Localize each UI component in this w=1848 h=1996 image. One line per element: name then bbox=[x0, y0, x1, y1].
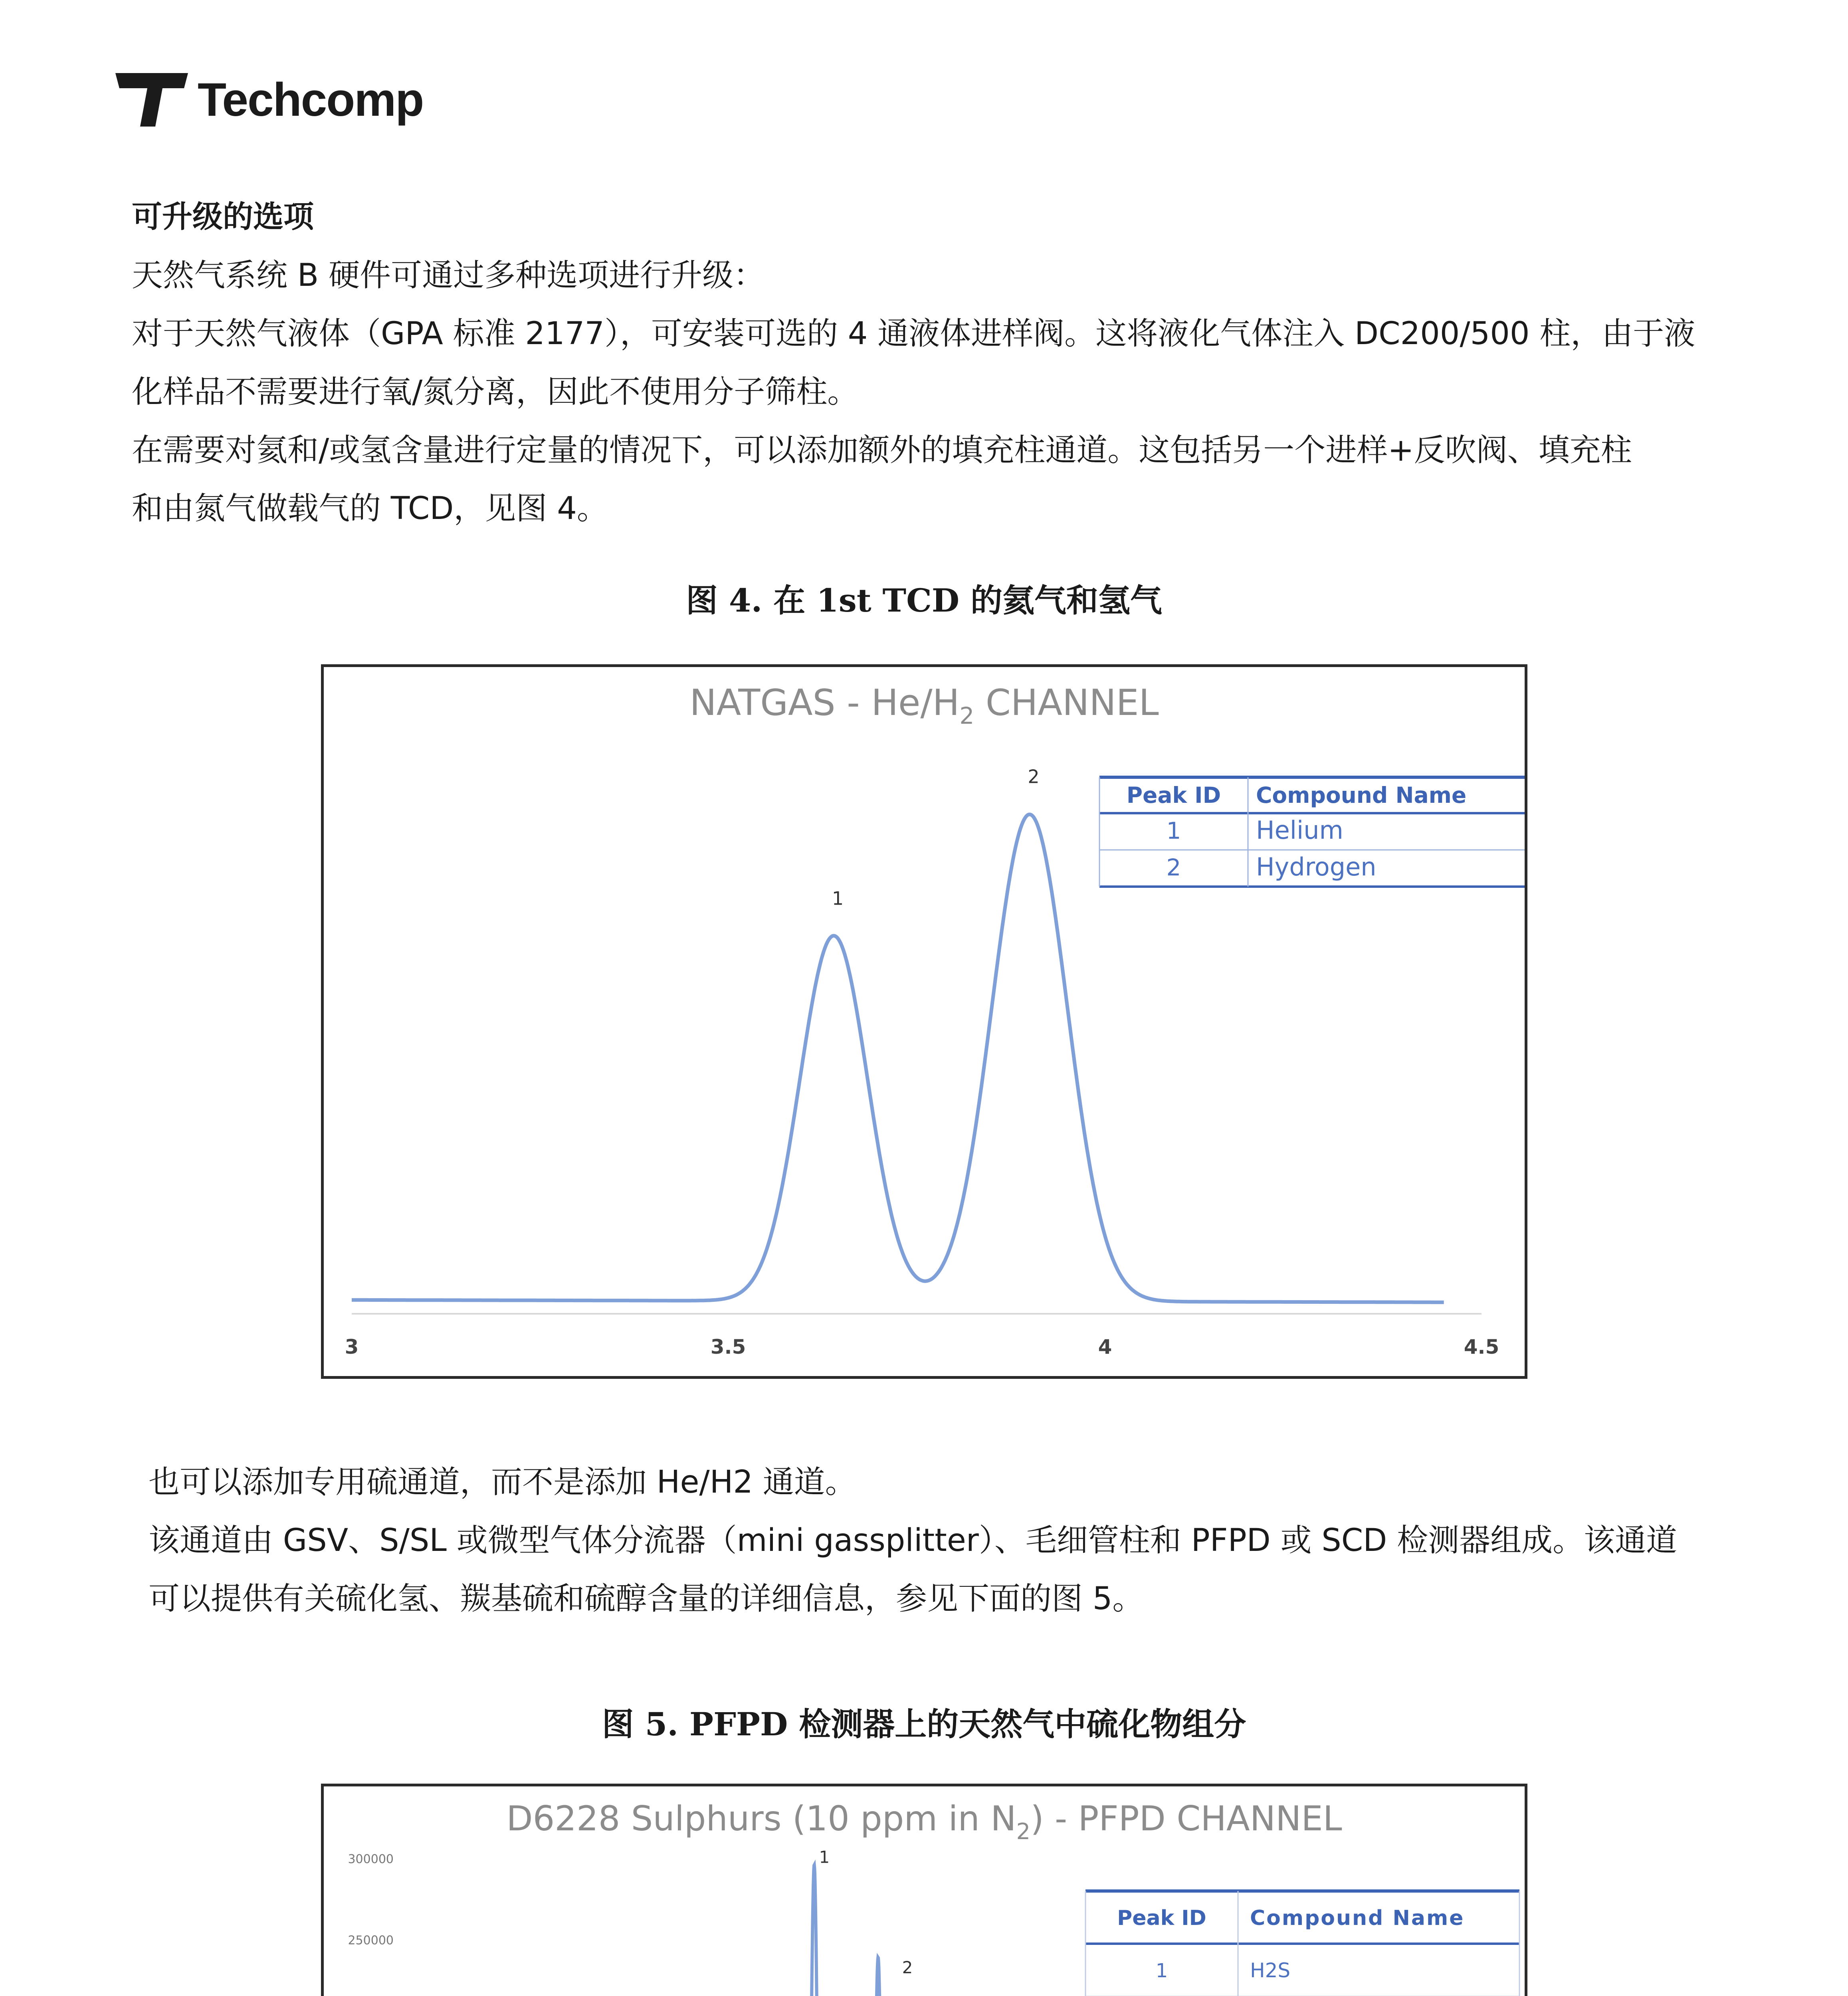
table-cell: Helium bbox=[1256, 816, 1343, 845]
figure-5-chart bbox=[321, 1784, 1527, 1996]
figure-4-chart bbox=[321, 664, 1527, 1379]
brand-name: Techcomp bbox=[198, 73, 424, 126]
table-header-peak-id: Peak ID bbox=[1117, 1906, 1206, 1930]
chart-title bbox=[506, 1799, 1342, 1845]
y-tick-label: 300000 bbox=[348, 1852, 394, 1866]
paragraph-2-line-1: 对于天然气液体（GPA 标准 2177），可安装可选的 4 通液体进样阀。这将液化气体注入 DC200/500 柱，由于液 bbox=[132, 316, 1695, 352]
paragraph-1: 天然气系统 B 硬件可通过多种选项进行升级： bbox=[132, 257, 765, 293]
peak-label-1: 1 bbox=[832, 887, 844, 909]
table-header-compound: Compound Name bbox=[1256, 782, 1467, 808]
peak-label-2: 2 bbox=[1028, 766, 1040, 788]
chart-title-sub: 2 bbox=[1016, 1819, 1031, 1845]
peak-table bbox=[1099, 777, 1525, 887]
y-tick-label: 250000 bbox=[348, 1933, 394, 1948]
x-tick-labels bbox=[345, 1335, 1499, 1358]
chart-title-end: ) - PFPD CHANNEL bbox=[1030, 1799, 1342, 1839]
brand-logo bbox=[114, 66, 423, 134]
table-header-compound: Compound Name bbox=[1250, 1906, 1465, 1930]
paragraph-5-line-2: 可以提供有关硫化氢、羰基硫和硫醇含量的详细信息，参见下面的图 5。 bbox=[149, 1581, 1144, 1617]
x-tick-label: 4.5 bbox=[1464, 1335, 1499, 1358]
table-cell: 1 bbox=[1155, 1960, 1168, 1982]
peak-table bbox=[1085, 1891, 1519, 1996]
paragraph-4: 也可以添加专用硫通道，而不是添加 He/H2 通道。 bbox=[149, 1464, 856, 1500]
table-header-peak-id: Peak ID bbox=[1126, 782, 1221, 808]
figure-5-plot bbox=[324, 1786, 1525, 1996]
peak-label-2: 2 bbox=[902, 1958, 913, 1978]
paragraph-5-line-1: 该通道由 GSV、S/SL 或微型气体分流器（mini gassplitter）、毛细管柱和 PFPD 或 SCD 检测器组成。该通道 bbox=[149, 1523, 1678, 1558]
table-cell: H2S bbox=[1250, 1959, 1291, 1982]
chart-title-main: NATGAS - He/H bbox=[689, 682, 960, 724]
chart-title-sub: 2 bbox=[959, 702, 975, 729]
paragraph-3-line-2: 和由氮气做载气的 TCD，见图 4。 bbox=[132, 491, 608, 527]
y-tick-labels bbox=[348, 1852, 394, 1996]
section-title: 可升级的选项 bbox=[132, 199, 314, 234]
paragraph-3-line-1: 在需要对氦和/或氢含量进行定量的情况下，可以添加额外的填充柱通道。这包括另一个进样+反吹阀、填充柱 bbox=[132, 432, 1632, 468]
figure-4-plot bbox=[324, 667, 1525, 1376]
x-tick-label: 3.5 bbox=[710, 1335, 746, 1358]
paragraph-2-line-2: 化样品不需要进行氧/氮分离，因此不使用分子筛柱。 bbox=[132, 374, 859, 410]
table-cell: 1 bbox=[1166, 817, 1181, 844]
table-cell: 2 bbox=[1166, 854, 1181, 881]
x-tick-label: 4 bbox=[1098, 1335, 1112, 1358]
peak-label-1: 1 bbox=[819, 1847, 830, 1867]
chart-title-main: D6228 Sulphurs (10 ppm in N bbox=[506, 1799, 1016, 1839]
chart-title bbox=[689, 682, 1159, 729]
figure-4-caption: 图 4. 在 1st TCD 的氦气和氢气 bbox=[685, 582, 1162, 619]
figure-5-caption: 图 5. PFPD 检测器上的天然气中硫化物组分 bbox=[602, 1705, 1246, 1743]
x-tick-label: 3 bbox=[345, 1335, 359, 1358]
chart-title-end: CHANNEL bbox=[974, 682, 1159, 724]
table-cell: Hydrogen bbox=[1256, 852, 1377, 881]
techcomp-logo-icon bbox=[114, 70, 190, 130]
